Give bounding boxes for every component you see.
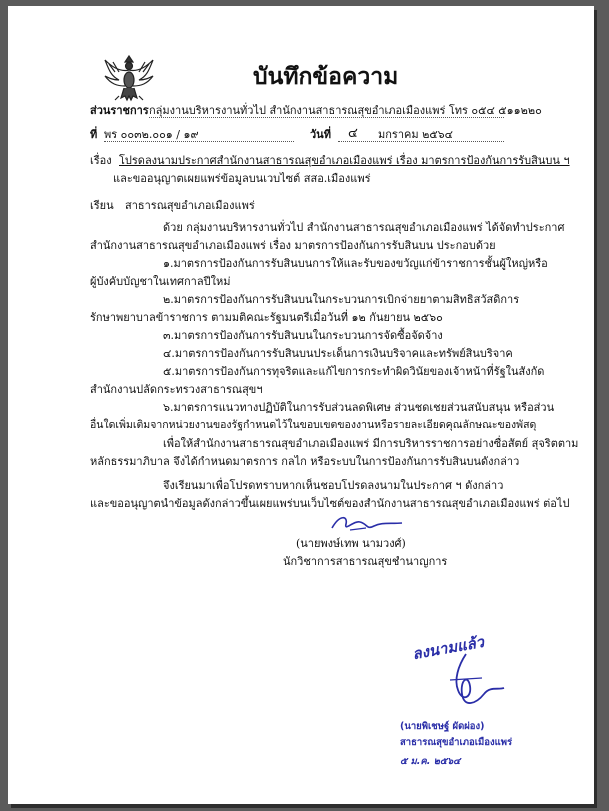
closing-line-1: จึงเรียนมาเพื่อโปรดทราบหากเห็นชอบโปรดลงนามในประกาศ ฯ ดังกล่าว: [163, 479, 504, 492]
closing-line-2: และขออนุญาตนำข้อมูลดังกล่าวขึ้นเผยแพร่บนเว็บไซต์ของสำนักงานสาธารณสุขอำเภอเมืองแพร่ ต่อไป: [90, 497, 570, 510]
measure-1-line-1: ๑.มาตรการป้องกันการรับสินบนการให้และรับของขวัญแก่ข้าราชการชั้นผู้ใหญ่หรือ: [163, 257, 548, 270]
memo-page: [8, 6, 594, 804]
purpose-line-1: เพื่อให้สำนักงานสาธารณสุขอำเภอเมืองแพร่ มีการบริหารราชการอย่างซื่อสัตย์ สุจริตตาม: [163, 437, 579, 450]
measure-5-line-2: สำนักงานปลัดกระทรวงสาธารณสุขฯ: [90, 383, 263, 396]
purpose-line-2: หลักธรรมาภิบาล จึงได้กำหนดมาตรการ กลไก หรือระบบในการป้องกันการรับสินบนดังกล่าว: [90, 455, 520, 468]
agency-dotted-rule: [149, 116, 504, 118]
date-rest: มกราคม ๒๕๖๔: [378, 128, 453, 141]
stamp-name: (นายพิเชษฐ์ ผัดผ่อง): [400, 721, 485, 732]
ref-label: ที่: [90, 128, 98, 141]
agency-value: กลุ่มงานบริหารงานทั่วไป สำนักงานสาธารณสุขอำเภอเมืองแพร่ โทร ๐๕๔ ๕๑๑๒๒๐: [149, 104, 542, 117]
author-position: นักวิชาการสาธารณสุขชำนาญการ: [283, 555, 448, 568]
measure-3: ๓.มาตรการป้องกันการรับสินบนในกระบวนการจัดซื้อจัดจ้าง: [163, 329, 443, 342]
director-signature-icon: [428, 650, 508, 712]
intro-line-1: ด้วย กลุ่มงานบริหารงานทั่วไป สำนักงานสาธารณสุขอำเภอเมืองแพร่ ได้จัดทำประกาศ: [163, 221, 565, 234]
measure-5-line-1: ๕.มาตรการป้องกันการทุจริตและแก้ไขการกระทำผิดวินัยของเจ้าหน้าที่รัฐในสังกัด: [163, 365, 545, 378]
garuda-emblem-icon: [101, 50, 157, 104]
measure-1-line-2: ผู้บังคับบัญชาในเทศกาลปีใหม่: [90, 275, 231, 288]
measure-6-line-2: อื่นใดเพิ่มเติมจากหน่วยงานของรัฐกำหนดไว้ในขอบเขตของงานหรือรายละเอียดคุณลักษณะของพัสดุ: [90, 419, 537, 431]
measure-2-line-2: รักษาพยาบาลข้าราชการ ตามมติคณะรัฐมนตรีเมื่อวันที่ ๑๒ กันยายน ๒๕๖๐: [90, 311, 443, 324]
memo-title: บันทึกข้อความ: [253, 64, 399, 90]
subject-label: เรื่อง: [90, 154, 112, 167]
to-label: เรียน: [90, 199, 114, 212]
measure-4: ๔.มาตรการป้องกันการรับสินบนประเด็นการเงินบริจาคและทรัพย์สินบริจาค: [163, 347, 513, 360]
stamp-position: สาธารณสุขอำเภอเมืองแพร่: [400, 737, 513, 748]
date-dotted-rule: [338, 140, 504, 142]
to-value: สาธารณสุขอำเภอเมืองแพร่: [125, 199, 255, 212]
stamp-date: ๕ ม.ค. ๒๕๖๔: [400, 756, 461, 767]
agency-label: ส่วนราชการ: [90, 104, 149, 117]
ref-value: พร ๐๐๓๒.๐๐๑ / ๑๙: [104, 128, 199, 141]
measure-2-line-1: ๒.มาตรการป้องกันการรับสินบนในกระบวนการเบิกจ่ายยาตามสิทธิสวัสดิการ: [163, 293, 520, 306]
measure-6-line-1: ๖.มาตรการแนวทางปฏิบัติในการรับส่วนลดพิเศษ ส่วนชดเชยส่วนสนับสนุน หรือส่วน: [163, 401, 555, 414]
date-day: ๔: [348, 126, 358, 141]
ref-dotted-rule: [104, 140, 294, 142]
author-signature-icon: [326, 510, 406, 536]
intro-line-2: สำนักงานสาธารณสุขอำเภอเมืองแพร่ เรื่อง มาตรการป้องกันการรับสินบน ประกอบด้วย: [90, 239, 496, 252]
author-name: (นายพงษ์เทพ นามวงศ์): [296, 537, 406, 550]
subject-line-1: โปรดลงนามประกาศสำนักงานสาธารณสุขอำเภอเมืองแพร่ เรื่อง มาตรการป้องกันการรับสินบน ฯ: [119, 154, 570, 167]
date-label: วันที่: [310, 128, 331, 141]
subject-line-2: และขออนุญาตเผยแพร่ข้อมูลบนเวบไซต์ สสอ.เมืองแพร่: [113, 172, 371, 185]
approval-handwritten-note: ลงนามแล้ว: [410, 632, 486, 664]
